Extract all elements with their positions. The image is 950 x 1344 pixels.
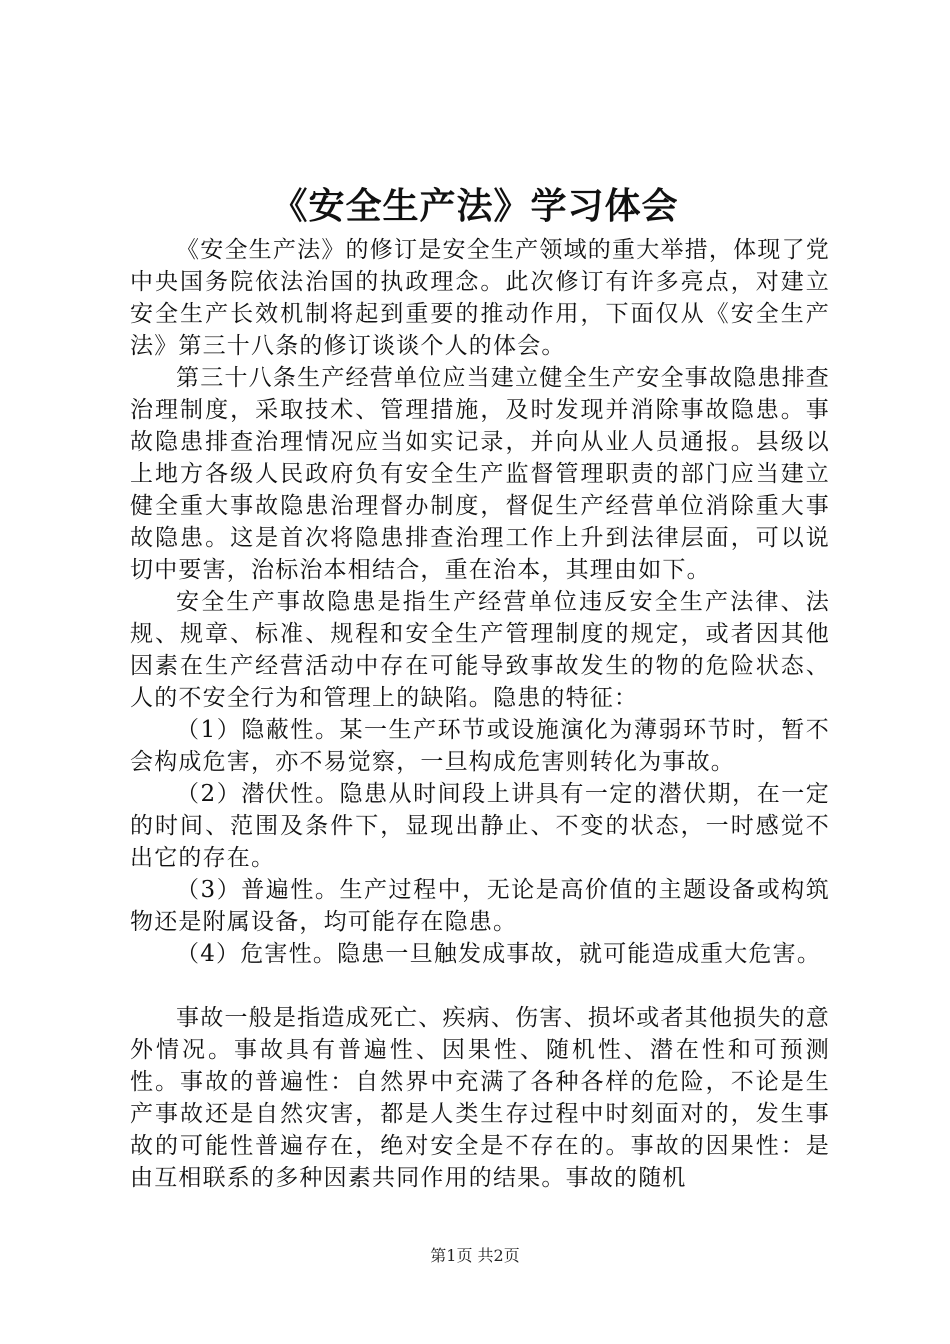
paragraph-article-38: 第三十八条生产经营单位应当建立健全生产安全事故隐患排查治理制度，采取技术、管理措施，及时发现并消除事故隐患。事故隐患排查治理情况应当如实记录，并向从业人员通报。县级以上地方各级人民政府负有安全生产监督管理职责的部门应当建立健全重大事故隐患治理督办制度，督促生产经营单位消除重大事故隐患。这是首次将隐患排查治理工作上升到法律层面，可以说切中要害，治标治本相结合，重在治本，其理由如下。: [130, 365, 830, 583]
paragraph-accident-definition: 事故一般是指造成死亡、疾病、伤害、损坏或者其他损失的意外情况。事故具有普遍性、因果性、随机性、潜在性和可预测性。事故的普遍性：自然界中充满了各种各样的危险，不论是生产事故还是自然灾害，都是人类生存过程中时刻面对的，发生事故的可能性普遍存在，绝对安全是不存在的。事故的因果性：是由互相联系的多种因素共同作用的结果。事故的随机: [130, 1005, 830, 1191]
document-title: 《安全生产法》学习体会: [271, 185, 679, 227]
paragraph-hazard-latency: （2）潜伏性。隐患从时间段上讲具有一定的潜伏期，在一定的时间、范围及条件下，显现出静止、不变的状态，一时感觉不出它的存在。: [130, 781, 830, 871]
document-body: [130, 234, 830, 1194]
page-number-footer: 第1页 共2页: [430, 1246, 520, 1265]
paragraph-hazard-universality: （3）普遍性。生产过程中，无论是高价值的主题设备或构筑物还是附属设备，均可能存在隐患。: [130, 877, 830, 935]
paragraph-hazard-concealment: （1）隐蔽性。某一生产环节或设施演化为薄弱环节时，暂不会构成危害，亦不易觉察，一旦构成危害则转化为事故。: [130, 717, 830, 775]
paragraph-intro: 《安全生产法》的修订是安全生产领域的重大举措，体现了党中央国务院依法治国的执政理念。此次修订有许多亮点，对建立安全生产长效机制将起到重要的推动作用，下面仅从《安全生产法》第三十八条的修订谈谈个人的体会。: [130, 237, 830, 359]
paragraph-hazard-definition: 安全生产事故隐患是指生产经营单位违反安全生产法律、法规、规章、标准、规程和安全生产管理制度的规定，或者因其他因素在生产经营活动中存在可能导致事故发生的物的危险状态、人的不安全行为和管理上的缺陷。隐患的特征：: [130, 589, 830, 711]
paragraph-hazard-harmfulness: （4）危害性。隐患一旦触发成事故，就可能造成重大危害。: [176, 941, 822, 967]
